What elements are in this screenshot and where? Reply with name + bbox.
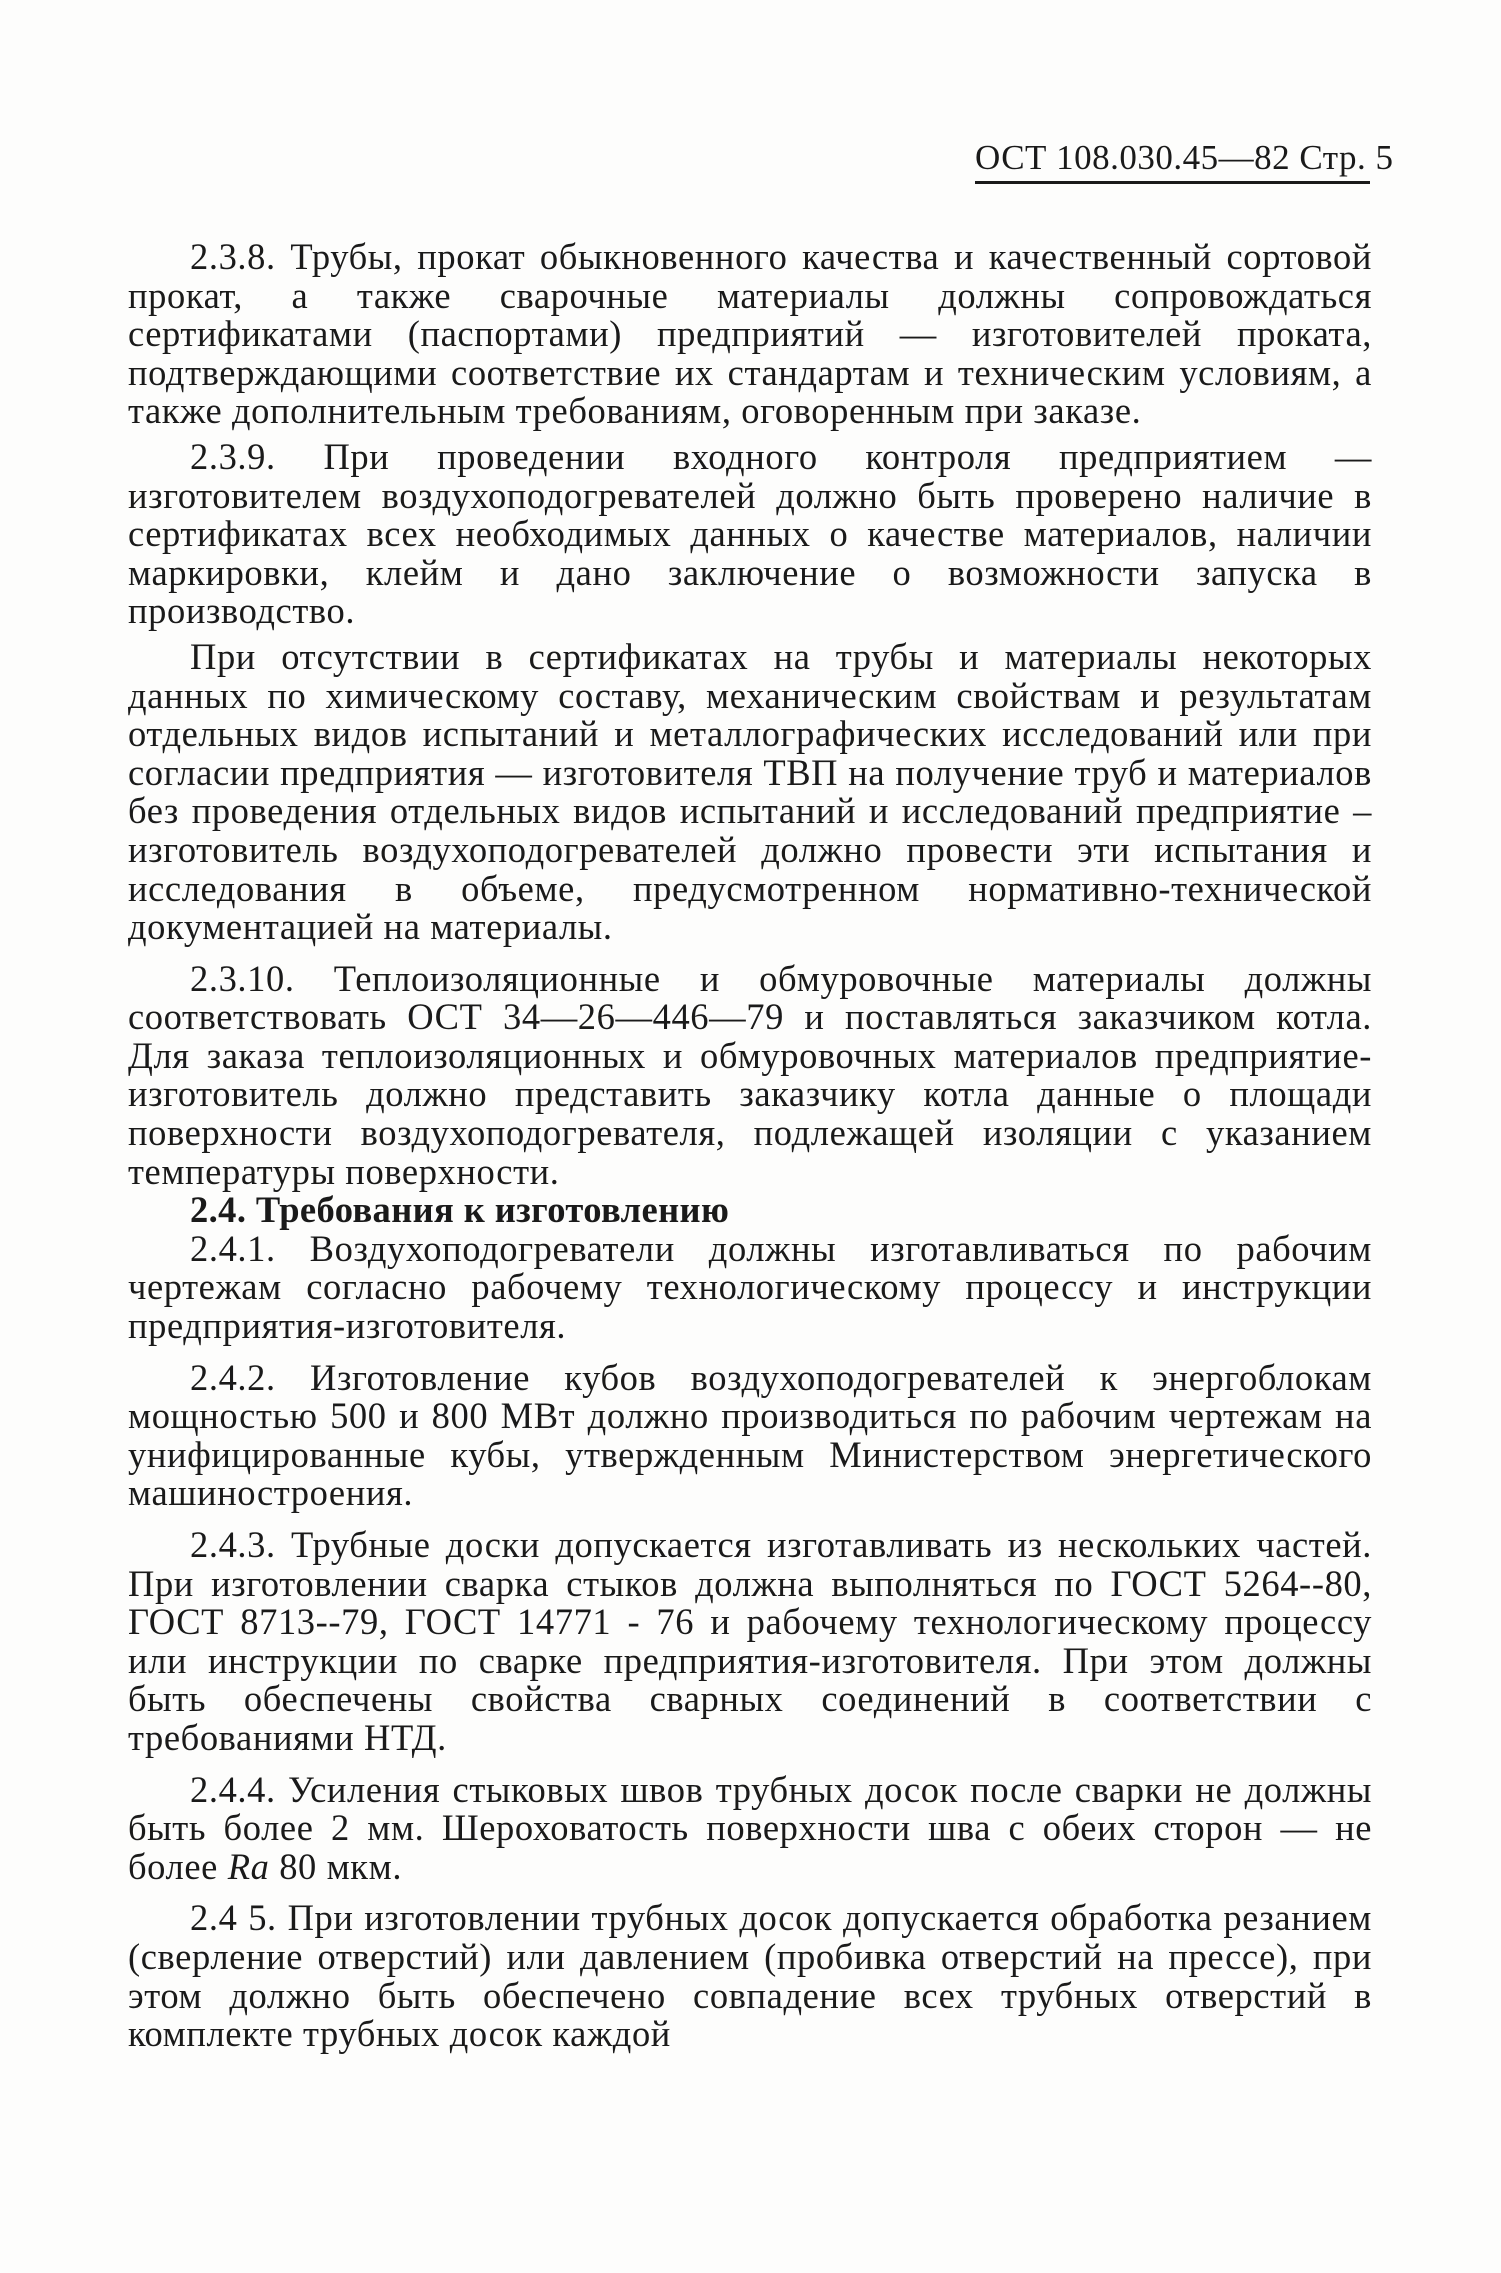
paragraph-2-4-3: 2.4.3. Трубные доски допускается изготавливать из нескольких частей. При изготовлении сварка стыков должна выполняться по ГОСТ 5264--80, ГОСТ 8713--79, ГОСТ 14771 - 76 и рабочему технологическому процессу или инструкции по сварке предприятия-изготовителя. При этом должны быть обеспечены свойства сварных соединений в соответствии с требованиями НТД. <box>128 1524 1372 1758</box>
roughness-symbol: Ra <box>227 1845 270 1887</box>
paragraph-2-4-1: 2.4.1. Воздухоподогреватели должны изготавливаться по рабочим чертежам согласно рабочему технологическому процессу и инструкции предприятия-изготовителя. <box>128 1227 1372 1347</box>
paragraph-2-4-5: 2.4 5. При изготовлении трубных досок допускается обработка резанием (сверление отверстий) или давлением (пробивка отверстий на прессе), при этом должно быть обеспечено совпадение всех трубных отверстий в комплекте трубных досок каждой <box>128 1897 1372 2055</box>
page-header: ОСТ 108.030.45—82 Стр. 5 <box>975 138 1370 184</box>
roughness-value: 80 мкм. <box>279 1845 403 1887</box>
paragraph-2-3-9: 2.3.9. При проведении входного контроля предприятием — изготовителем воздухоподогревателей должно быть проверено наличие в сертификатах всех необходимых данных о качестве материалов, наличии маркировки, клейм и дано заключение о возможности запуска в производство. <box>128 435 1372 632</box>
paragraph-2-3-9-cont: При отсутствии в сертификатах на трубы и материалы некоторых данных по химическому составу, механическим свойствам и результатам отдельных видов испытаний и металлографических исследований или при согласии предприятия — изготовителя ТВП на получение труб и материалов без проведения отдельных видов испытаний и исследований предприятие – изготовитель воздухоподогревателей должно провести эти испытания и исследования в объеме, предусмотренном нормативно-технической документацией на материалы. <box>128 635 1372 948</box>
body-text <box>128 238 1372 2054</box>
paragraph-2-4-4 <box>128 1768 1372 1887</box>
paragraph-2-4-4-text: 2.4.4. Усиления стыковых швов трубных досок после сварки не должны быть более 2 мм. Шероховатость поверхности шва с обеих сторон — не более <box>128 1768 1372 1887</box>
section-title-2-4: 2.4. Требования к изготовлению <box>190 1189 730 1231</box>
paragraph-2-4-2: 2.4.2. Изготовление кубов воздухоподогревателей к энергоблокам мощностью 500 и 800 МВт должно производиться по рабочим чертежам на унифицированные кубы, утвержденным Министерством энергетического машиностроения. <box>128 1356 1372 1514</box>
paragraph-2-3-10: 2.3.10. Теплоизоляционные и обмуровочные материалы должны соответствовать ОСТ 34—26—446—79 и поставляться заказчиком котла. Для заказа теплоизоляционных и обмуровочных материалов предприятие-изготовитель должно представить заказчику котла данные о площади поверхности воздухоподогревателя, подлежащей изоляции с указанием температуры поверхности. <box>128 957 1372 1192</box>
paragraph-2-3-8: 2.3.8. Трубы, прокат обыкновенного качества и качественный сортовой прокат, а также сварочные материалы должны сопровождаться сертификатами (паспортами) предприятий — изготовителей проката, подтверждающими соответствие их стандартам и техническим условиям, а также дополнительным требованиям, оговоренным при заказе. <box>128 236 1372 432</box>
